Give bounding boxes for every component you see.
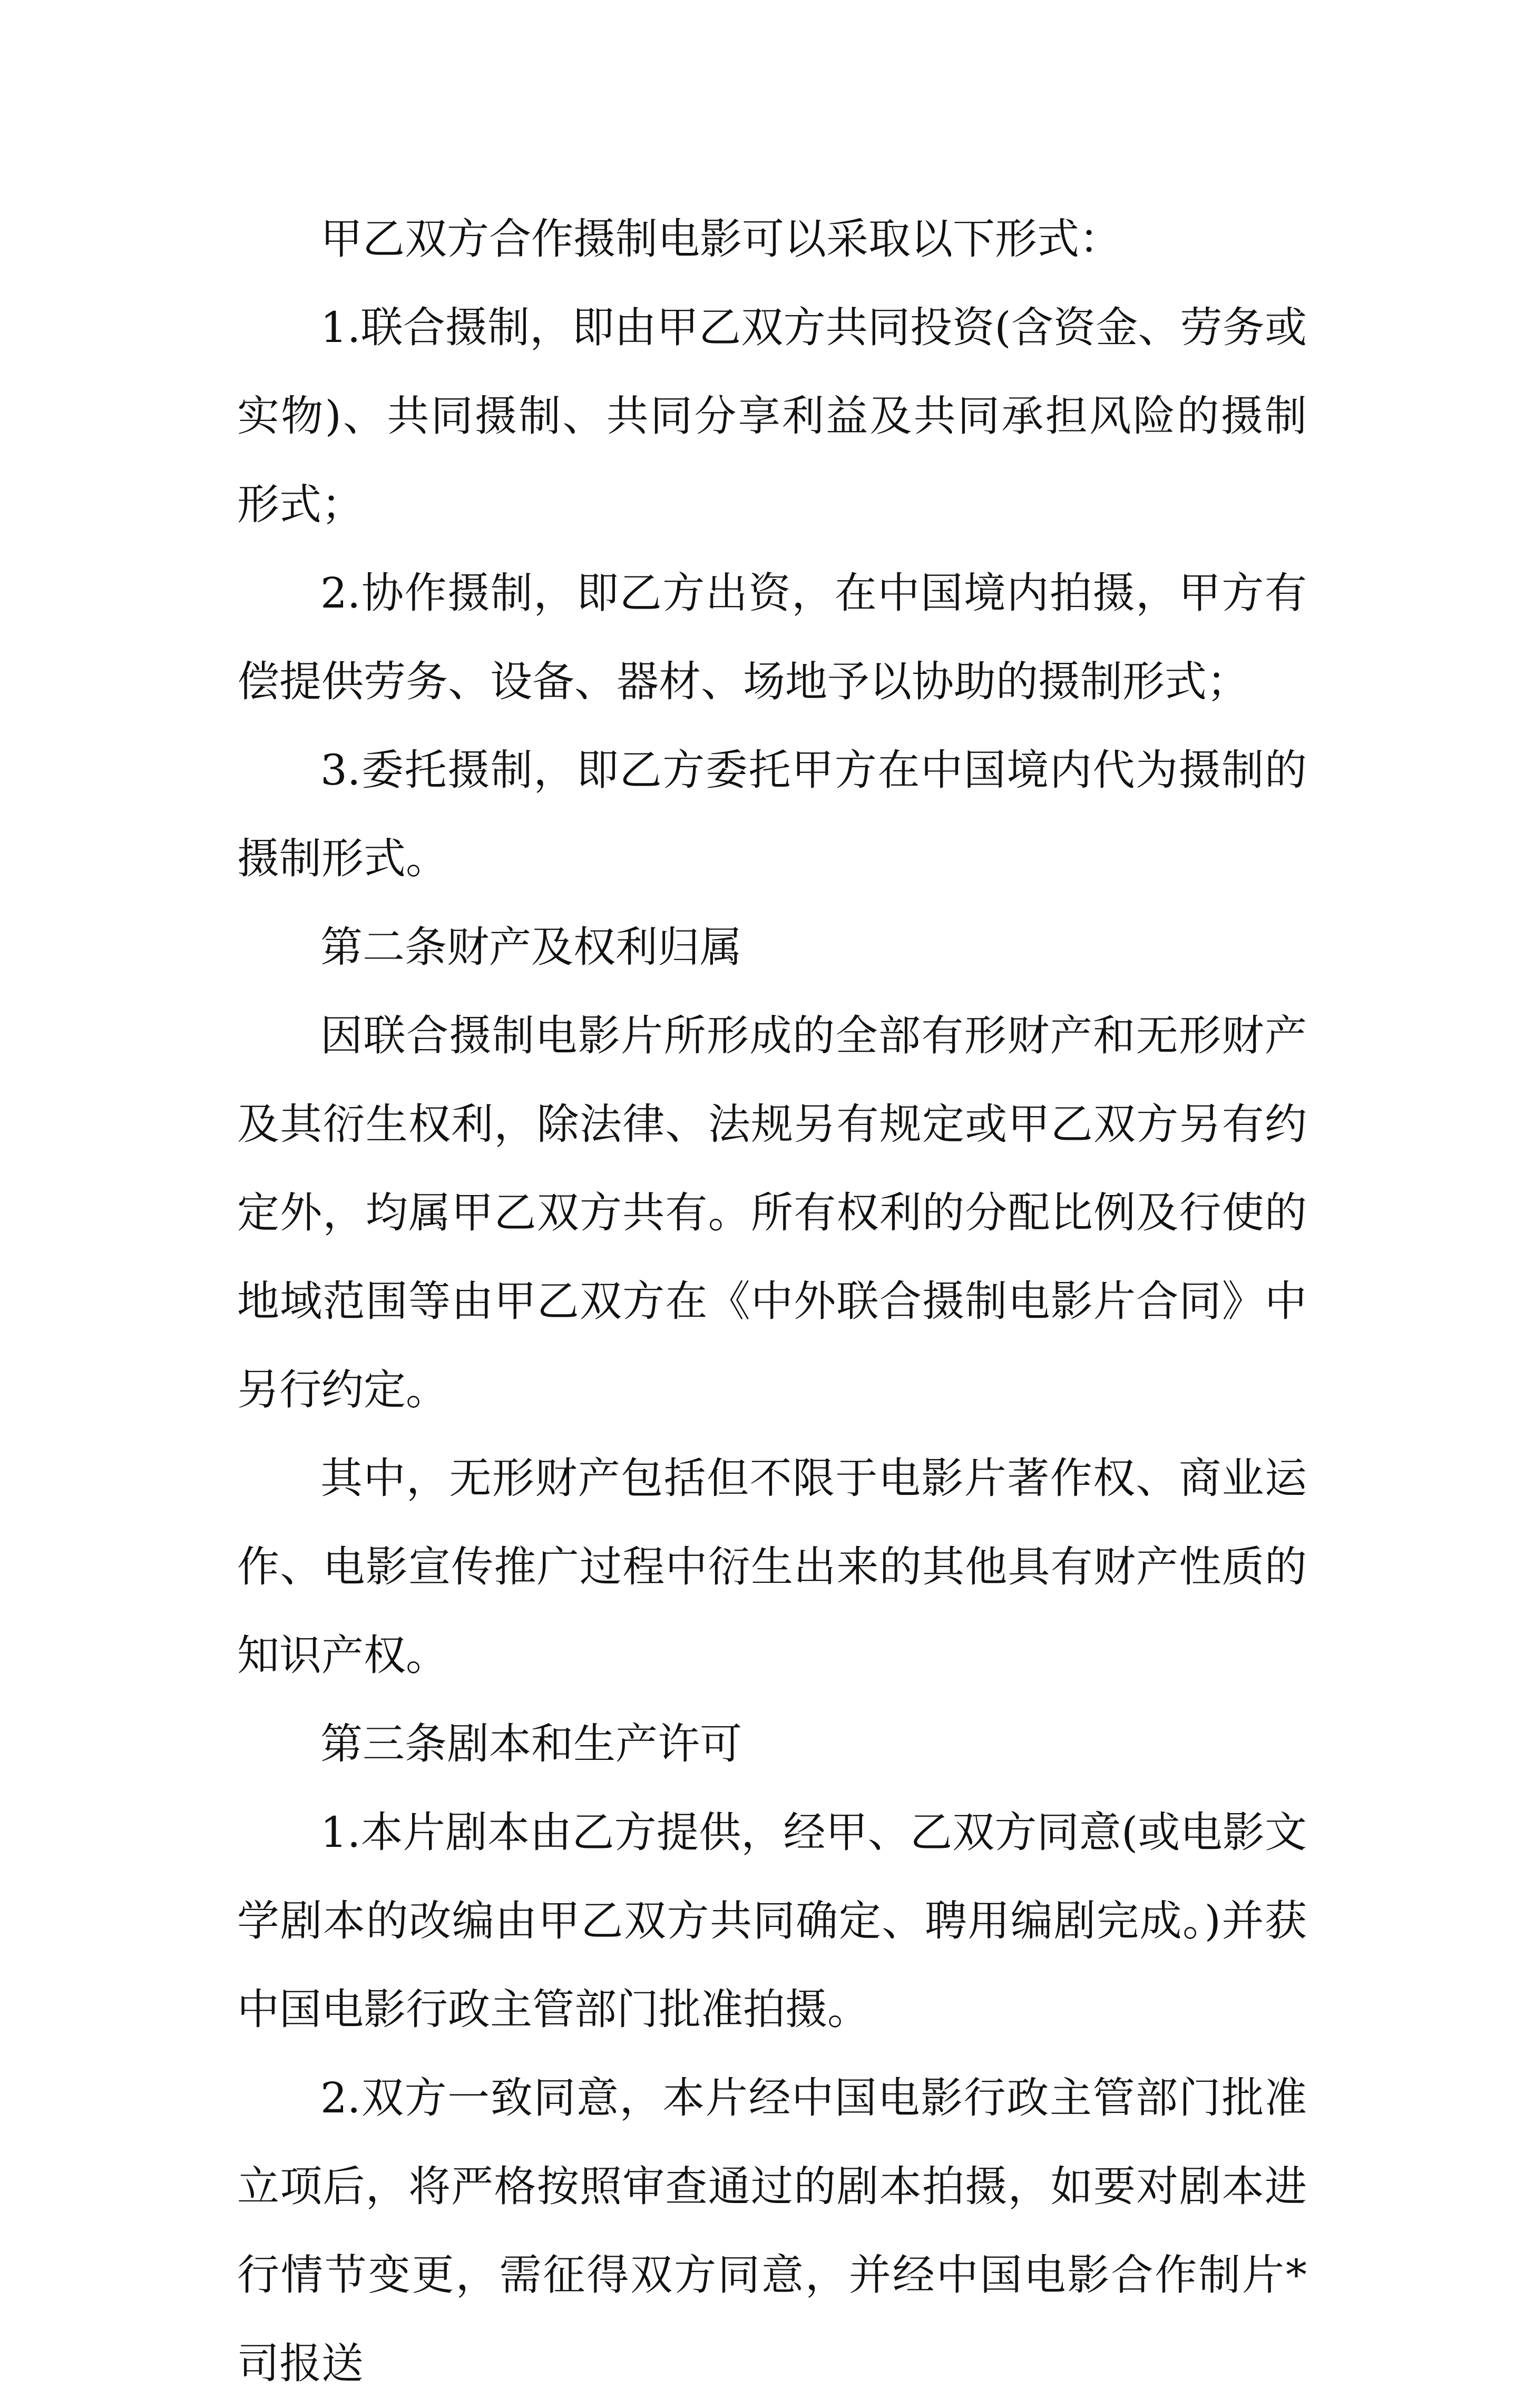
paragraph-property-ownership: 因联合摄制电影片所形成的全部有形财产和无形财产及其衍生权利，除法律、法规另有规定或甲乙双方另有约定外，均属甲乙双方共有。所有权利的分配比例及行使的地域范围等由甲乙双方在《中外联合摄制电影片合同》中另行约定。: [237, 1011, 1307, 1414]
paragraph-intangible-property: 其中，无形财产包括但不限于电影片著作权、商业运作、电影宣传推广过程中衍生出来的其他具有财产性质的知识产权。: [237, 1454, 1307, 1680]
paragraph-assisted-production: 2.协作摄制，即乙方出资，在中国境内拍摄，甲方有偿提供劳务、设备、器材、场地予以协助的摄制形式；: [237, 569, 1307, 706]
paragraph-script-provision: 1.本片剧本由乙方提供，经甲、乙双方同意(或电影文学剧本的改编由甲乙双方共同确定、聘用编剧完成。)并获中国电影行政主管部门批准拍摄。: [237, 1808, 1307, 2034]
paragraph-commissioned-production: 3.委托摄制，即乙方委托甲方在中国境内代为摄制的摄制形式。: [237, 746, 1307, 883]
paragraph-script-changes: 2.双方一致同意，本片经中国电影行政主管部门批准立项后，将严格按照审查通过的剧本拍摄，如要对剧本进行情节变更，需征得双方同意，并经中国电影合作制片*司报送: [237, 2073, 1307, 2388]
paragraph-cooperation-forms-intro: 甲乙双方合作摄制电影可以采取以下形式：: [320, 214, 1121, 263]
document-body: [237, 195, 1307, 2408]
paragraph-joint-production: 1.联合摄制，即由甲乙双方共同投资(含资金、劳务或实物)、共同摄制、共同分享利益及共同承担风险的摄制形式；: [237, 303, 1307, 529]
section-heading-article-3: 第三条剧本和生产许可: [320, 1719, 742, 1768]
section-heading-article-2: 第二条财产及权利归属: [320, 923, 742, 972]
